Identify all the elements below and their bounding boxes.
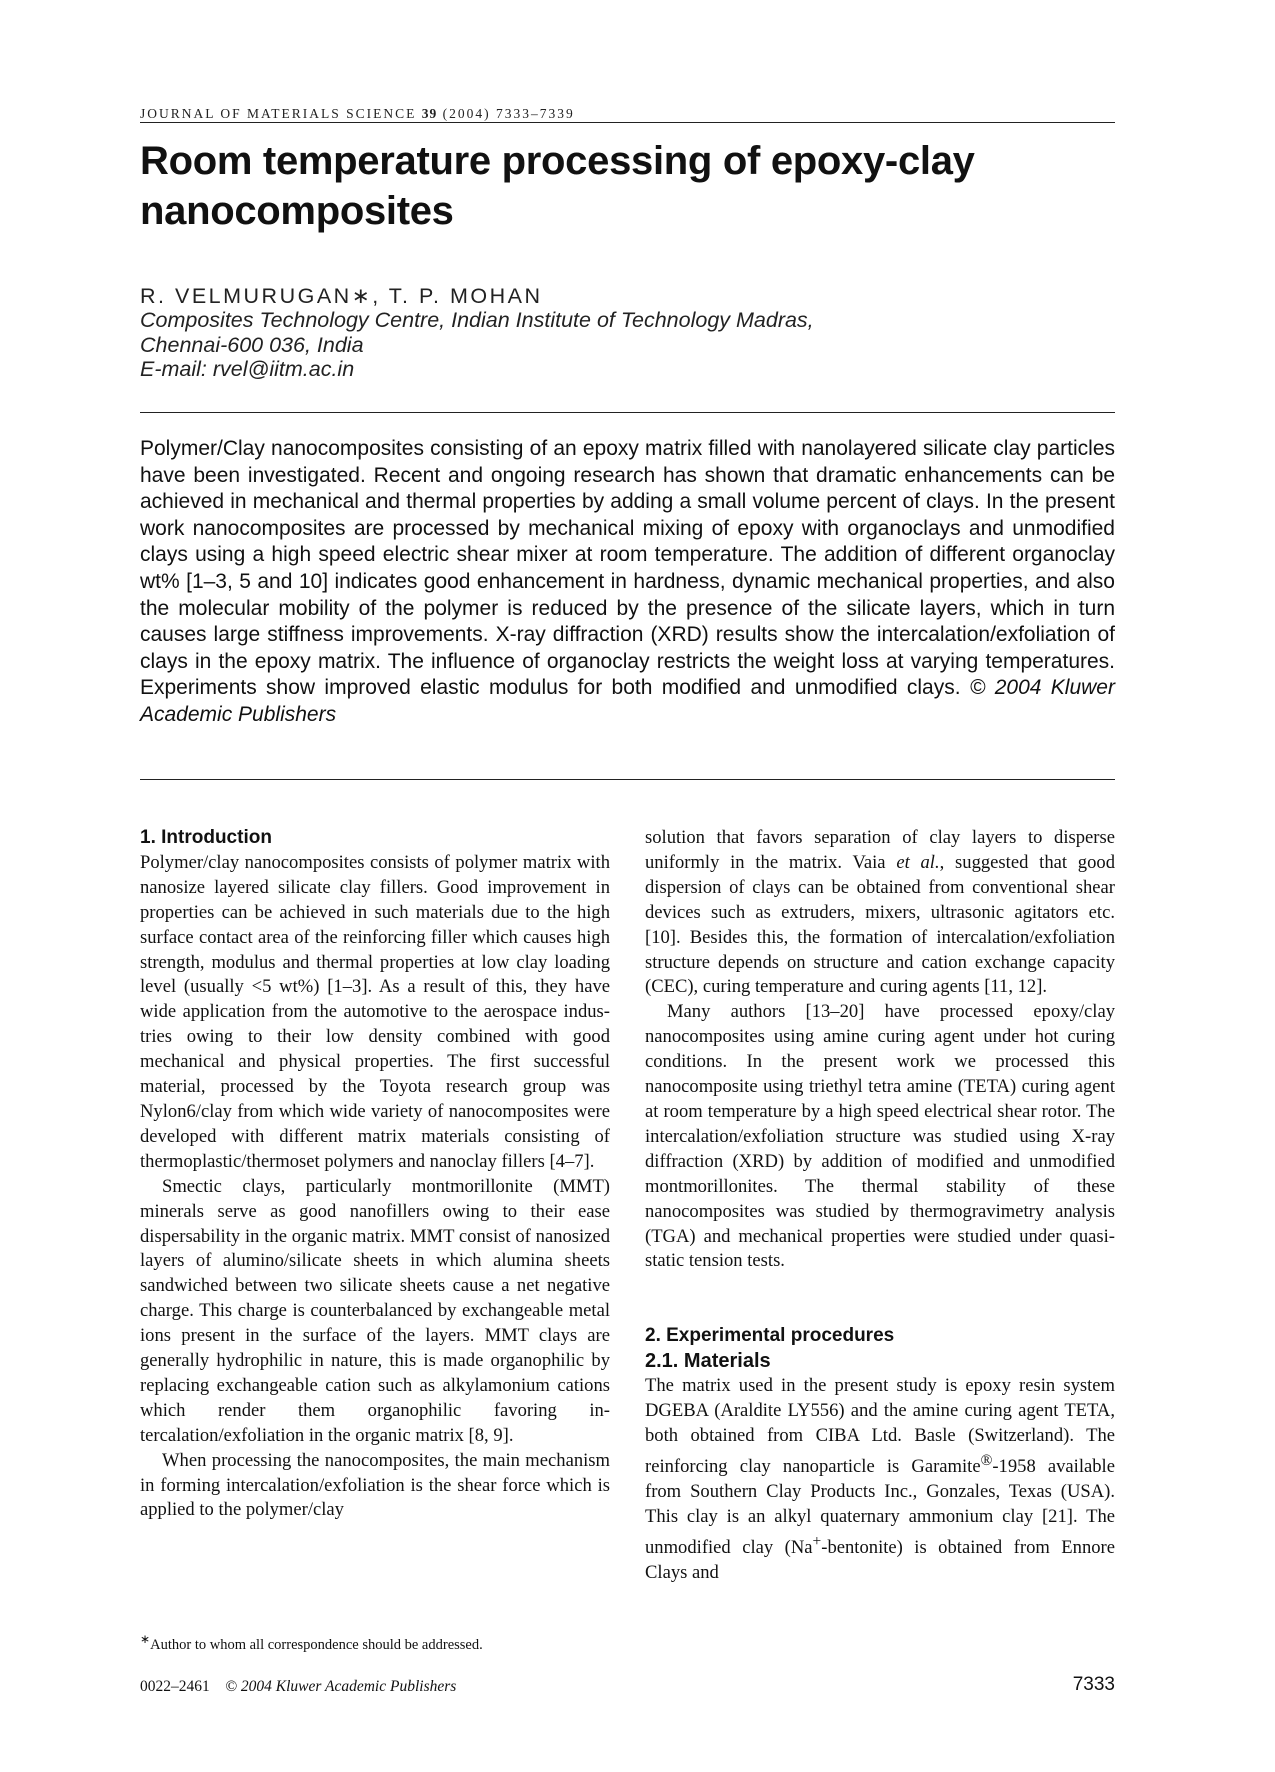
right-p1-part-a: solution that favors separation of clay layers to disperse uniformly in the matrix. Vaia xyxy=(645,827,1115,873)
footer-issn: 0022–2461 xyxy=(140,1678,210,1695)
footnote xyxy=(140,1632,483,1654)
abstract-top-rule xyxy=(140,412,1115,413)
page-number: 7333 xyxy=(1072,1674,1115,1695)
header-rule xyxy=(140,122,1115,123)
abstract xyxy=(140,436,1115,729)
intro-paragraph-1: Polymer/clay nanocomposites consists of polymer matrix with nanosize layered silicate clay fillers. Good improvement in properties can be achieved in such materials due to the high surface contact area of the reinforcing filler which causes high strength, modulus and thermal properties at low clay loading level (usually <5 wt%) [1–3]. As a result of this, they have wide application from the automotive to the aerospace industries owing to their low density combined with good mechanical and physical properties. The first successful material, processed by the Toyota research group was Nylon6/clay from which wide variety of nanocomposites were developed with different matrix materials consisting of thermoplastic/thermoset polymers and nanoclay fillers [4–7]. xyxy=(140,851,610,1172)
left-column xyxy=(140,826,610,1523)
right-p1-part-b: , suggested that good dispersion of clays can be obtained from conventional shear devices such as extruders, mixers, ultrasonic agitators etc. [10]. Besides this, the formation of intercalation/exfoliation structure depends on structure and cation exchange capacity (CEC), curing temperature and curing agents [11, 12]. xyxy=(645,851,1115,998)
journal-year-pages: (2004) 7333–7339 xyxy=(442,106,575,121)
abstract-text: Polymer/Clay nanocomposites consisting of an epoxy matrix filled with nanolayered silicate clay particles have been investigated. Recent and ongoing research has shown that dramatic enhancements can be achieved in mechanical and thermal properties by adding a small volume percent of clays. In the present work nanocomposites are processed by mechanical mixing of epoxy with organoclays and unmodified clays using a high speed electric shear mixer at room temperature. The addition of different organoclay wt% [1–3, 5 and 10] indicates good enhancement in hardness, dynamic mechanical properties, and also the molecular mobility of the polymer is reduced by the presence of the silicate layers, which in turn causes large stiffness improvements. X-ray diffraction (XRD) results show the intercalation/exfoliation of clays in the epoxy matrix. The influence of organoclay restricts the weight loss at varying temperatures. Experiments show improved elastic modulus for both modified and unmodified clays. xyxy=(140,437,1115,700)
plus-superscript: + xyxy=(812,1532,822,1550)
right-paragraph-2: Many authors [13–20] have processed epoxy/clay nanocomposites using amine curing agent under hot curing conditions. In the present work we processed this nanocomposite using triethyl tetra amine (TETA) curing agent at room temperature by a high speed electrical shear rotor. The intercalation/exfoliation structure was studied using X-ray diffraction (XRD) by addition of modified and unmodified montmorillonites. The thermal stability of these nanocomposites was studied by thermogravimetry analysis (TGA) and mechanical properties were studied under quasi- static tension tests. xyxy=(645,1001,1115,1272)
abstract-bottom-rule xyxy=(140,779,1115,780)
materials-part-b: -1958 available from Southern Clay Products Inc., Gonzales, Texas (USA). This clay is an alkyl quaternary ammonium clay [21]. The unmodified clay (Na xyxy=(645,1455,1115,1558)
affiliation-line-1: Composites Technology Centre, Indian Institute of Technology Madras, xyxy=(140,308,814,332)
right-paragraph-1 xyxy=(645,826,1115,1000)
journal-name: JOURNAL OF MATERIALS SCIENCE xyxy=(140,106,417,121)
experimental-heading: 2. Experimental procedures xyxy=(645,1325,895,1347)
introduction-heading: 1. Introduction xyxy=(140,827,272,848)
materials-part-a: The matrix used in the present study is epoxy resin system DGEBA (Araldite LY556) and the amine curing agent TETA, both obtained from CIBA Ltd. Basle (Switzerland). The reinforcing clay nanoparticle is Garamite xyxy=(645,1374,1115,1477)
footnote-text: Author to whom all correspondence should be addressed. xyxy=(150,1636,483,1653)
registered-mark: ® xyxy=(980,1451,993,1469)
footnote-mark: ∗ xyxy=(140,1632,151,1646)
et-al: et al. xyxy=(896,851,940,873)
footer-issn-copyright xyxy=(140,1678,456,1696)
affiliation-line-2: Chennai-600 036, India xyxy=(140,332,364,357)
journal-header xyxy=(140,106,1115,122)
journal-volume: 39 xyxy=(421,106,438,121)
footer-copyright: © 2004 Kluwer Academic Publishers xyxy=(225,1678,457,1695)
author-list: R. VELMURUGAN∗, T. P. MOHAN xyxy=(140,284,543,308)
right-column xyxy=(645,826,1115,1586)
intro-paragraph-3: When processing the nanocomposites, the main mechanism in forming intercalation/exfoliation is the shear force which is applied to the polymer/clay xyxy=(140,1449,610,1521)
article-title: Room temperature processing of epoxy-clay nanocomposites xyxy=(140,139,975,233)
materials-heading: 2.1. Materials xyxy=(645,1350,771,1372)
affiliation-block xyxy=(140,308,814,382)
intro-paragraph-2: Smectic clays, particularly montmorillonite (MMT) minerals serve as good nanofillers owing to their ease dispersability in the organic matrix. MMT consist of nanosized layers of alumino/silicate sheets in which alumina sheets sandwiched between two silicate sheets cause a net negative charge. This charge is counterbalanced by exchangeable metal ions present in the surface of the layers. MMT clays are generally hydrophilic in nature, this is made organophilic by replacing exchangeable cation such as alkylamonium cations which render them organophilic favoring intercalation/exfoliation in the organic matrix [8, 9]. xyxy=(140,1175,610,1446)
abstract-copyright: © 2004 Kluwer Academic Publishers xyxy=(140,676,1115,726)
author-email: E-mail: rvel@iitm.ac.in xyxy=(140,357,355,381)
materials-paragraph xyxy=(645,1374,1115,1586)
materials-part-c: -bentonite) is obtained from Ennore Clays and xyxy=(645,1536,1115,1583)
